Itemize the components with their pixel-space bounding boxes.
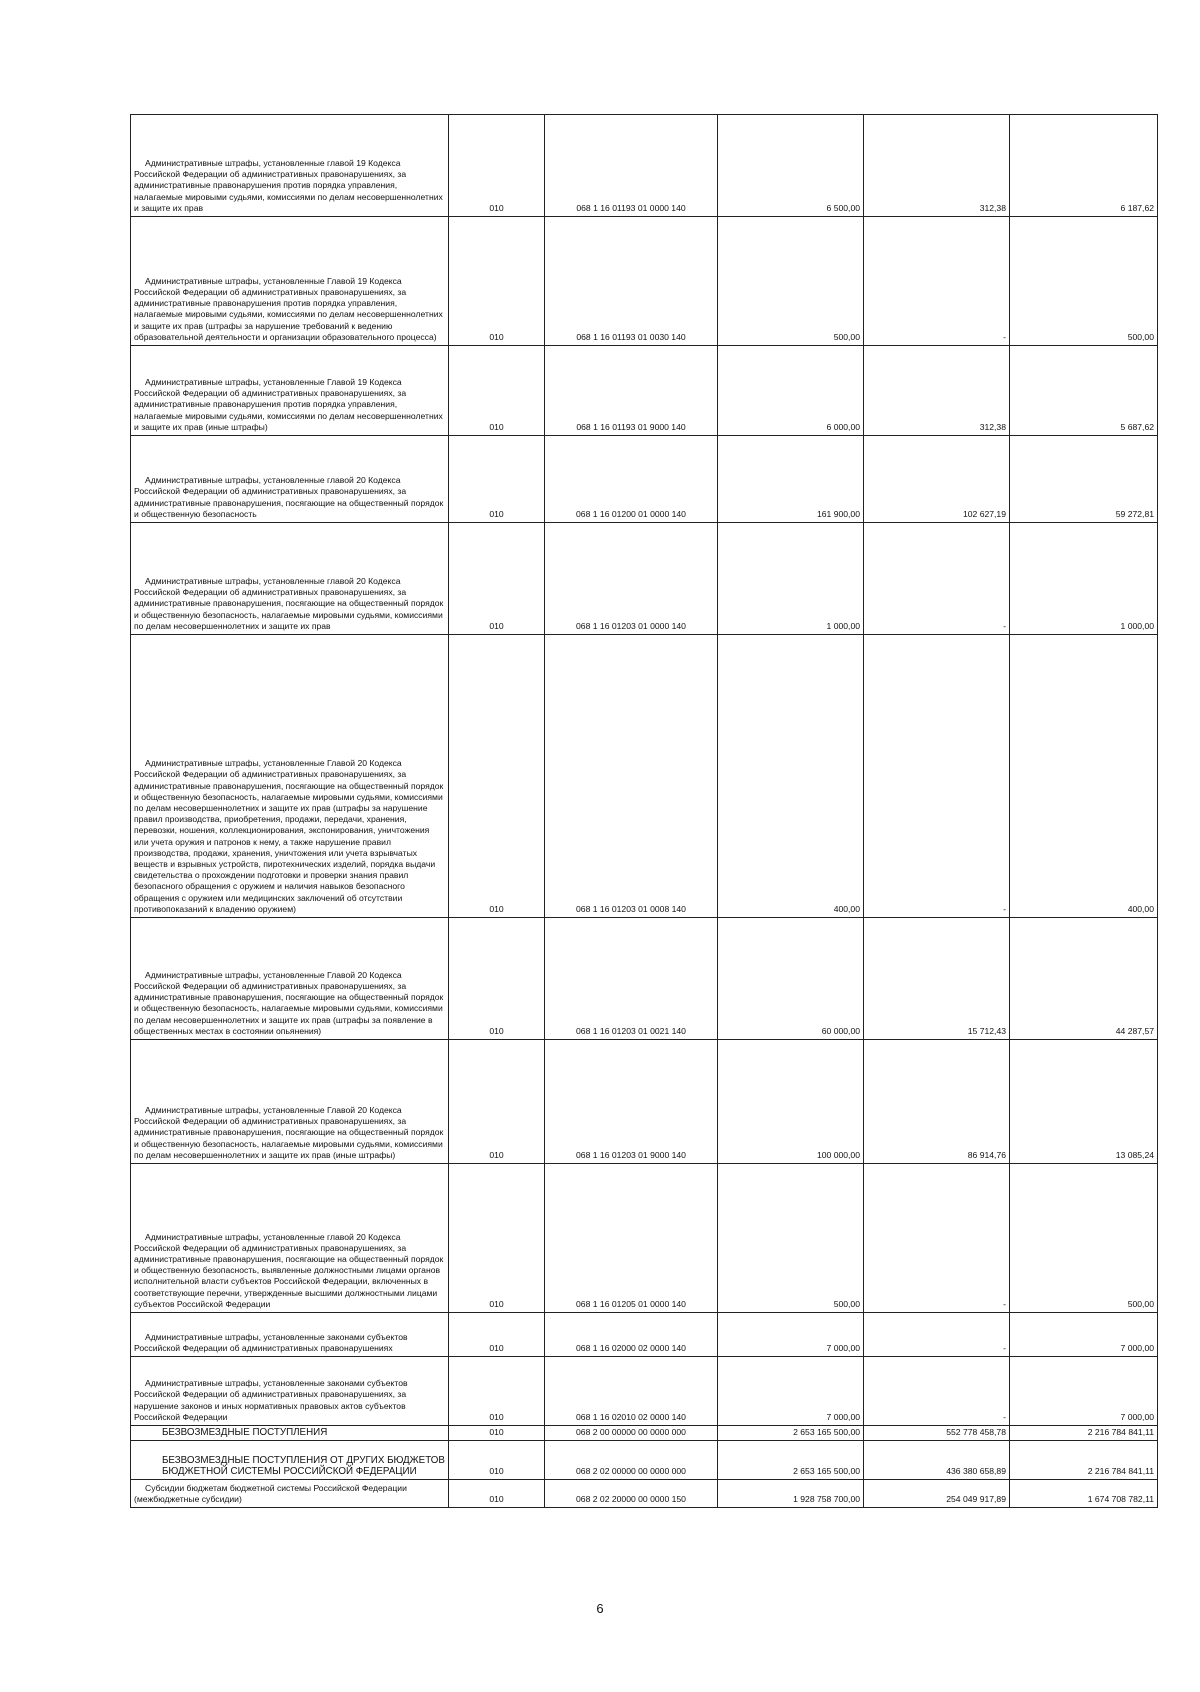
row-remaining-amount: 44 287,57 [1010,918,1158,1040]
page-number: 6 [596,1601,604,1616]
row-remaining-amount: 6 187,62 [1010,115,1158,217]
table-row [131,1164,1158,1313]
table-row [131,523,1158,635]
row-description: Административные штрафы, установленные Главой 20 Кодекса Российской Федерации об административных правонарушениях, за административные правонарушения, посягающие на общественный порядок и общественную безопасность, налагаемые мировыми судьями, комиссиями по делам несовершеннолетних и защите их прав (штрафы за появление в общественных местах в состоянии опьянения) [131,918,449,1040]
row-executed-amount: - [864,1313,1010,1357]
row-executed-amount: 552 778 458,78 [864,1426,1010,1441]
row-description: Административные штрафы, установленные Главой 20 Кодекса Российской Федерации об административных правонарушениях, за административные правонарушения, посягающие на общественный порядок и общественную безопасность, налагаемые мировыми судьями, комиссиями по делам несовершеннолетних и защите их прав (штрафы за нарушение правил производства, приобретения, продажи, передачи, хранения, перевозки, ношения, коллекционирования, экспонирования, уничтожения или учета оружия и патронов к нему, а также нарушение правил производства, продажи, хранения, уничтожения или учета взрывчатых веществ и взрывных устройств, пиротехнических изделий, порядка выдачи свидетельства о прохождении подготовки и проверки знания правил безопасного обращения с оружием и наличия навыков безопасного обращения с оружием или медицинских заключений об отсутствии противопоказаний к владению оружием) [131,635,449,918]
row-budget-classification-code: 068 2 02 00000 00 0000 000 [545,1441,718,1480]
row-line-code: 010 [449,436,545,523]
row-budget-classification-code: 068 1 16 02000 02 0000 140 [545,1313,718,1357]
row-approved-amount: 100 000,00 [718,1040,864,1164]
row-budget-classification-code: 068 1 16 01193 01 9000 140 [545,346,718,436]
row-approved-amount: 7 000,00 [718,1357,864,1426]
table-row [131,1441,1158,1480]
row-executed-amount: 15 712,43 [864,918,1010,1040]
row-budget-classification-code: 068 1 16 01205 01 0000 140 [545,1164,718,1313]
table-row [131,1040,1158,1164]
row-description: Административные штрафы, установленные законами субъектов Российской Федерации об административных правонарушениях, за нарушение законов и иных нормативных правовых актов субъектов Российской Федерации [131,1357,449,1426]
table-row [131,217,1158,346]
row-remaining-amount: 7 000,00 [1010,1313,1158,1357]
row-executed-amount: - [864,635,1010,918]
row-remaining-amount: 7 000,00 [1010,1357,1158,1426]
row-budget-classification-code: 068 2 00 00000 00 0000 000 [545,1426,718,1441]
row-line-code: 010 [449,1480,545,1508]
row-budget-classification-code: 068 1 16 01200 01 0000 140 [545,436,718,523]
row-approved-amount: 60 000,00 [718,918,864,1040]
row-executed-amount: 102 627,19 [864,436,1010,523]
row-budget-classification-code: 068 1 16 01193 01 0030 140 [545,217,718,346]
row-budget-classification-code: 068 1 16 02010 02 0000 140 [545,1357,718,1426]
row-line-code: 010 [449,1313,545,1357]
row-description: БЕЗВОЗМЕЗДНЫЕ ПОСТУПЛЕНИЯ ОТ ДРУГИХ БЮДЖЕТОВ БЮДЖЕТНОЙ СИСТЕМЫ РОССИЙСКОЙ ФЕДЕРАЦИИ [131,1441,449,1480]
row-approved-amount: 6 500,00 [718,115,864,217]
table-row [131,1480,1158,1508]
table-row [131,1426,1158,1441]
row-approved-amount: 500,00 [718,1164,864,1313]
row-executed-amount: - [864,1164,1010,1313]
table-row [131,346,1158,436]
row-remaining-amount: 5 687,62 [1010,346,1158,436]
row-executed-amount: - [864,1357,1010,1426]
row-budget-classification-code: 068 1 16 01203 01 9000 140 [545,1040,718,1164]
row-budget-classification-code: 068 2 02 20000 00 0000 150 [545,1480,718,1508]
table-body [131,115,1158,1508]
row-approved-amount: 1 928 758 700,00 [718,1480,864,1508]
table-row [131,918,1158,1040]
row-line-code: 010 [449,635,545,918]
row-line-code: 010 [449,1441,545,1480]
row-approved-amount: 7 000,00 [718,1313,864,1357]
row-description: Административные штрафы, установленные Главой 20 Кодекса Российской Федерации об административных правонарушениях, за административные правонарушения, посягающие на общественный порядок и общественную безопасность, налагаемые мировыми судьями, комиссиями по делам несовершеннолетних и защите их прав (иные штрафы) [131,1040,449,1164]
row-executed-amount: 312,38 [864,346,1010,436]
row-line-code: 010 [449,1040,545,1164]
row-line-code: 010 [449,346,545,436]
row-line-code: 010 [449,523,545,635]
row-description: Административные штрафы, установленные главой 20 Кодекса Российской Федерации об административных правонарушениях, за административные правонарушения, посягающие на общественный порядок и общественную безопасность, налагаемые мировыми судьями, комиссиями по делам несовершеннолетних и защите их прав [131,523,449,635]
row-remaining-amount: 2 216 784 841,11 [1010,1441,1158,1480]
row-budget-classification-code: 068 1 16 01203 01 0008 140 [545,635,718,918]
row-line-code: 010 [449,918,545,1040]
row-line-code: 010 [449,217,545,346]
row-approved-amount: 2 653 165 500,00 [718,1441,864,1480]
row-remaining-amount: 500,00 [1010,217,1158,346]
row-description: Административные штрафы, установленные Главой 19 Кодекса Российской Федерации об административных правонарушениях, за административные правонарушения против порядка управления, налагаемые мировыми судьями, комиссиями по делам несовершеннолетних и защите их прав (иные штрафы) [131,346,449,436]
row-approved-amount: 6 000,00 [718,346,864,436]
table-row [131,635,1158,918]
row-description: Административные штрафы, установленные законами субъектов Российской Федерации об административных правонарушениях [131,1313,449,1357]
row-budget-classification-code: 068 1 16 01203 01 0021 140 [545,918,718,1040]
row-remaining-amount: 1 674 708 782,11 [1010,1480,1158,1508]
row-approved-amount: 400,00 [718,635,864,918]
row-remaining-amount: 400,00 [1010,635,1158,918]
row-description: Субсидии бюджетам бюджетной системы Российской Федерации (межбюджетные субсидии) [131,1480,449,1508]
row-approved-amount: 1 000,00 [718,523,864,635]
row-approved-amount: 500,00 [718,217,864,346]
budget-revenue-table [130,114,1158,1508]
row-approved-amount: 161 900,00 [718,436,864,523]
row-description: Административные штрафы, установленные главой 20 Кодекса Российской Федерации об административных правонарушениях, за административные правонарушения, посягающие на общественный порядок и общественную безопасность [131,436,449,523]
table-row [131,1313,1158,1357]
table-row [131,436,1158,523]
row-description: Административные штрафы, установленные главой 20 Кодекса Российской Федерации об административных правонарушениях, за административные правонарушения, посягающие на общественный порядок и общественную безопасность, выявленные должностными лицами органов исполнительной власти субъектов Российской Федерации, включенных в соответствующие перечни, утвержденные высшими должностными лицами субъектов Российской Федерации [131,1164,449,1313]
row-remaining-amount: 13 085,24 [1010,1040,1158,1164]
row-executed-amount: - [864,217,1010,346]
row-executed-amount: - [864,523,1010,635]
table-row [131,1357,1158,1426]
row-line-code: 010 [449,1357,545,1426]
row-executed-amount: 86 914,76 [864,1040,1010,1164]
row-executed-amount: 254 049 917,89 [864,1480,1010,1508]
row-budget-classification-code: 068 1 16 01193 01 0000 140 [545,115,718,217]
row-approved-amount: 2 653 165 500,00 [718,1426,864,1441]
row-line-code: 010 [449,115,545,217]
row-remaining-amount: 1 000,00 [1010,523,1158,635]
row-executed-amount: 436 380 658,89 [864,1441,1010,1480]
row-description: Административные штрафы, установленные Главой 19 Кодекса Российской Федерации об административных правонарушениях, за административные правонарушения против порядка управления, налагаемые мировыми судьями, комиссиями по делам несовершеннолетних и защите их прав (штрафы за нарушение требований к ведению образовательной деятельности и организации образовательного процесса) [131,217,449,346]
row-remaining-amount: 2 216 784 841,11 [1010,1426,1158,1441]
row-remaining-amount: 59 272,81 [1010,436,1158,523]
row-line-code: 010 [449,1164,545,1313]
row-budget-classification-code: 068 1 16 01203 01 0000 140 [545,523,718,635]
row-remaining-amount: 500,00 [1010,1164,1158,1313]
row-executed-amount: 312,38 [864,115,1010,217]
row-description: Административные штрафы, установленные главой 19 Кодекса Российской Федерации об административных правонарушениях, за административные правонарушения против порядка управления, налагаемые мировыми судьями, комиссиями по делам несовершеннолетних и защите их прав [131,115,449,217]
table-row [131,115,1158,217]
row-line-code: 010 [449,1426,545,1441]
row-description: БЕЗВОЗМЕЗДНЫЕ ПОСТУПЛЕНИЯ [131,1426,449,1441]
